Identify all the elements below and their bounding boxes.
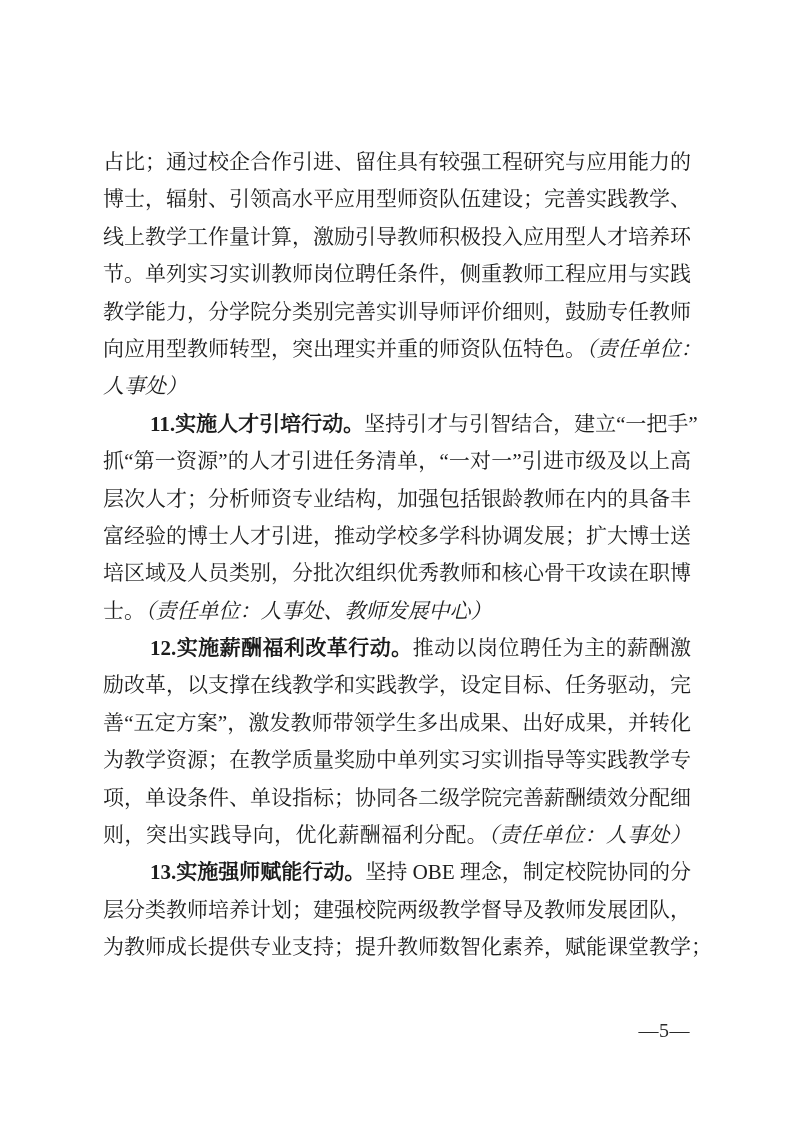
text-segment: 励改革，以支撑在线教学和实践教学，设定目标、任务驱动，完	[103, 673, 691, 698]
document-body	[103, 144, 712, 967]
text-segment: 抓“第一资源”的人才引进任务清单，“一对一”引进市级及以上高	[103, 449, 691, 474]
text-line	[103, 705, 691, 742]
text-segment: 培区域及人员类别，分批次组织优秀教师和核心骨干攻读在职博	[103, 561, 691, 586]
text-line	[103, 817, 691, 854]
text-line	[103, 780, 691, 817]
text-segment: 层分类教师培养计划；建强校院两级教学督导及教师发展团队，	[103, 897, 691, 922]
text-line	[103, 630, 691, 667]
action-item-title: 11.实施人才引培行动。	[150, 411, 365, 436]
text-line	[103, 854, 691, 891]
text-segment: 教学能力，分学院分类别完善实训导师评价细则，鼓励专任教师	[103, 299, 691, 324]
text-segment: 坚持引才与引智结合，建立“一把手”	[364, 411, 698, 436]
responsible-unit-label: 人事处）	[103, 374, 187, 399]
text-line	[103, 518, 691, 555]
text-segment: 推动以岗位聘任为主的薪酬激	[412, 636, 691, 661]
text-segment: 线上教学工作量计算，激励引导教师积极投入应用型人才培养环	[103, 224, 691, 249]
text-segment: 向应用型教师转型，突出理实并重的师资队伍特色。	[103, 336, 586, 361]
action-item-title: 12.实施薪酬福利改革行动。	[150, 636, 413, 661]
responsible-unit-label: （责任单位：人事处、教师发展中心）	[145, 598, 492, 623]
text-segment: 节。单列实习实训教师岗位聘任条件，侧重教师工程应用与实践	[103, 262, 691, 287]
text-segment: 层次人才；分析师资专业结构，加强包括银龄教师在内的具备丰	[103, 486, 691, 511]
text-line	[103, 219, 691, 256]
text-line	[103, 667, 691, 704]
text-line	[103, 742, 691, 779]
text-line	[103, 256, 691, 293]
text-segment: 坚持 OBE 理念，制定校院协同的分	[365, 860, 692, 885]
text-segment: 为教师成长提供专业支持；提升教师数智化素养，赋能课堂教学；	[103, 935, 712, 960]
text-segment: 博士，辐射、引领高水平应用型师资队伍建设；完善实践教学、	[103, 187, 691, 212]
text-line	[103, 406, 698, 443]
text-line	[103, 294, 691, 331]
text-segment: 富经验的博士人才引进，推动学校多学科协调发展；扩大博士送	[103, 523, 691, 548]
text-segment: 为教学资源；在教学质量奖励中单列实习实训指导等实践教学专	[103, 748, 691, 773]
text-line	[103, 144, 691, 181]
text-line	[103, 481, 691, 518]
text-segment: 项，单设条件、单设指标；协同各二级学院完善薪酬绩效分配细	[103, 785, 691, 810]
text-line	[103, 181, 691, 218]
text-line	[103, 368, 691, 405]
text-segment: 士。	[103, 598, 145, 623]
responsible-unit-label: （责任单位：	[586, 336, 702, 361]
page-number: —5—	[638, 1020, 690, 1042]
text-line	[103, 443, 691, 480]
responsible-unit-label: （责任单位：人事处）	[488, 823, 691, 848]
text-line	[103, 892, 691, 929]
text-line	[103, 593, 691, 630]
action-item-title: 13.实施强师赋能行动。	[150, 860, 366, 885]
text-segment: 善“五定方案”，激发教师带领学生多出成果、出好成果，并转化	[103, 710, 691, 735]
text-line	[103, 555, 691, 592]
text-line	[103, 929, 712, 966]
text-segment: 则，突出实践导向，优化薪酬福利分配。	[103, 823, 488, 848]
text-segment: 占比；通过校企合作引进、留住具有较强工程研究与应用能力的	[103, 150, 691, 174]
text-line	[103, 331, 702, 368]
